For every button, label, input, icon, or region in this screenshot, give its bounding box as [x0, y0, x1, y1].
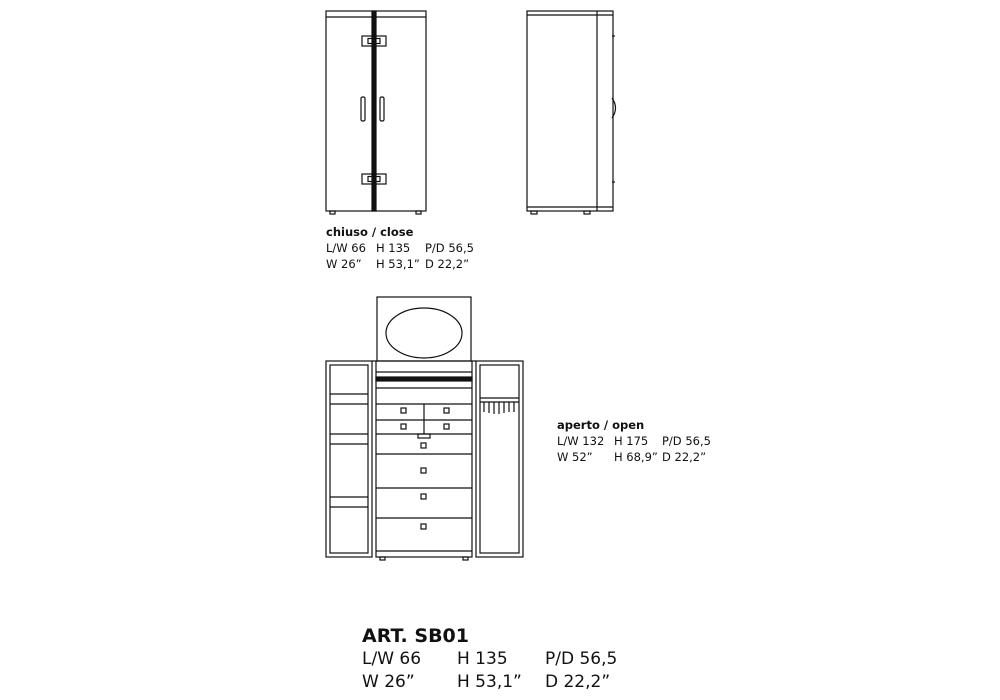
left-door	[326, 361, 372, 557]
side-view-closed	[527, 11, 616, 214]
closed-dimensions	[326, 224, 474, 272]
right-door	[476, 361, 523, 557]
open-dimensions	[557, 417, 711, 465]
mirror-panel	[377, 297, 471, 361]
closed-imperial-line	[326, 256, 474, 272]
open-title: aperto / open	[557, 418, 645, 432]
closed-height-imperial: H 53,1”	[376, 257, 420, 271]
closed-width-imperial: W 26”	[326, 257, 362, 271]
open-depth-metric: P/D 56,5	[662, 434, 711, 448]
article-depth-metric: P/D 56,5	[545, 649, 618, 669]
open-depth-imperial: D 22,2”	[662, 450, 707, 464]
closed-depth-metric: P/D 56,5	[425, 241, 474, 255]
open-height-imperial: H 68,9”	[614, 450, 658, 464]
front-view-open	[326, 297, 523, 560]
article-height-imperial: H 53,1”	[457, 672, 522, 692]
open-width-imperial: W 52”	[557, 450, 593, 464]
left-handle-icon	[361, 97, 365, 121]
closed-metric-line	[326, 240, 474, 256]
article-width-imperial: W 26”	[362, 672, 415, 692]
closed-width-metric: L/W 66	[326, 241, 366, 255]
closed-height-metric: H 135	[376, 241, 411, 255]
right-handle-icon	[380, 97, 384, 121]
closed-title: chiuso / close	[326, 225, 414, 239]
open-metric-line	[557, 433, 711, 449]
article-imperial-line	[362, 671, 617, 694]
closed-depth-imperial: D 22,2”	[425, 257, 470, 271]
article-depth-imperial: D 22,2”	[545, 672, 611, 692]
article-height-metric: H 135	[457, 649, 508, 669]
article-title: ART. SB01	[362, 625, 469, 647]
open-width-metric: L/W 132	[557, 434, 605, 448]
article-metric-line	[362, 648, 617, 671]
front-view-closed	[326, 11, 426, 214]
open-height-metric: H 175	[614, 434, 649, 448]
open-imperial-line	[557, 449, 711, 465]
article-info	[362, 624, 617, 694]
mirror-icon	[386, 308, 462, 358]
article-width-metric: L/W 66	[362, 649, 422, 669]
